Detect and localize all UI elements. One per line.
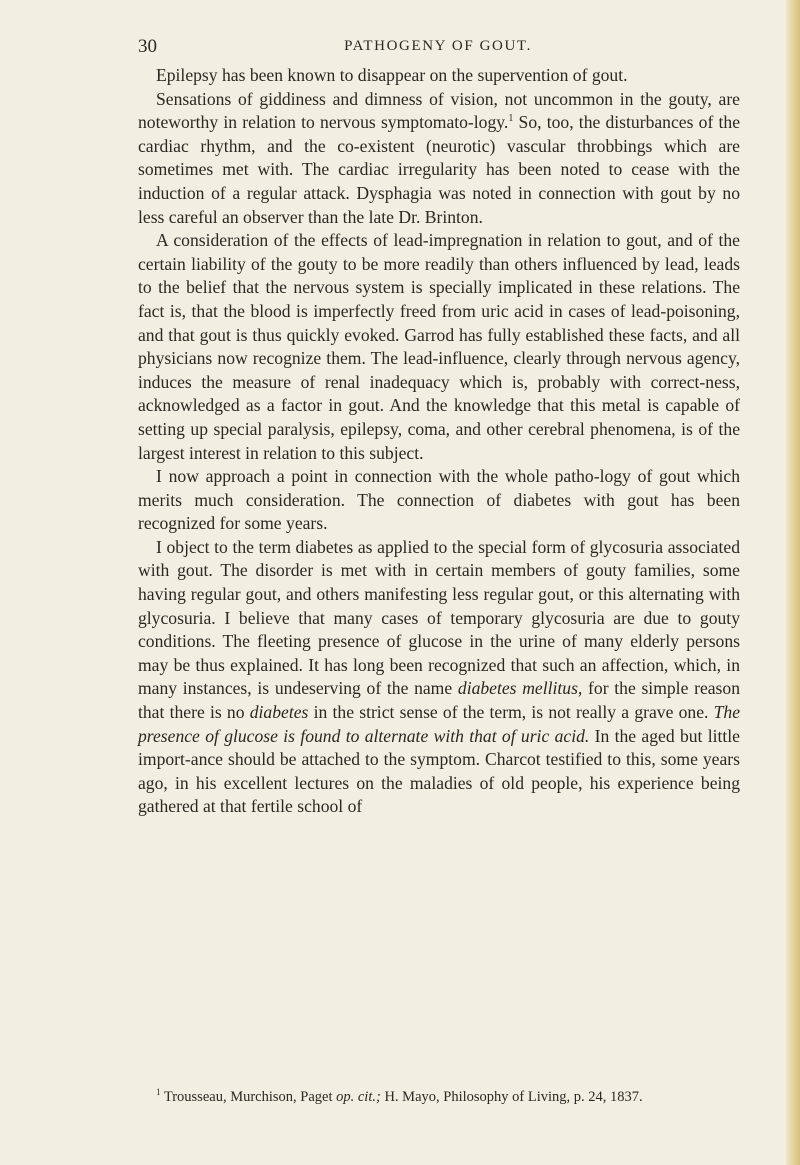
footnote-italic: op. cit.; bbox=[336, 1089, 381, 1105]
footnote-text: Trousseau, Murchison, Paget bbox=[160, 1089, 337, 1105]
page-number: 30 bbox=[138, 36, 157, 57]
paragraph-text: for the simple reason that there is no bbox=[138, 678, 741, 723]
paragraph-text: In the aged but little import-ance should be attached to the symptom. Charcot testified to this, some years ago, in his excellent lectures on the maladies of old people, his experience being gathered at that fertile school of bbox=[138, 725, 740, 817]
page-edge bbox=[786, 0, 800, 1165]
paragraph-epilepsy: Epilepsy has been known to disappear on the supervention of gout. bbox=[156, 65, 628, 85]
paragraph-text: I object to the term diabetes as applied to the special form of glycosuria associated with gout. The disorder is met with in certain members of gouty families, some having regular gout, and others manifesting less regular gout, or this alternating with glycosuria. I believe that many cases of temporary glycosuria are due to gouty conditions. The fleeting presence of glucose in the urine of many elderly persons may be thus explained. It has long been recognized that such an affection, which, in many instances, is undeserving of the name bbox=[138, 536, 740, 699]
italic-term: diabetes mellitus, bbox=[457, 678, 583, 699]
paragraph-sensations bbox=[138, 88, 740, 230]
body-text bbox=[138, 64, 740, 819]
paragraph-text: in the strict sense of the term, is not really a grave one. bbox=[308, 702, 714, 723]
italic-sentence: The presence of glucose is found to alternate with that of uric acid. bbox=[138, 702, 741, 746]
italic-term: diabetes bbox=[249, 702, 309, 723]
footnote-reference: 1 bbox=[508, 113, 514, 125]
footnote bbox=[138, 1087, 740, 1108]
paragraph-text: Sensations of giddiness and dimness of vision, not uncommon in the gouty, are noteworthy in relation to nervous symptomato-logy. bbox=[138, 88, 740, 133]
paragraph-glycosuria bbox=[138, 536, 740, 819]
paragraph-diabetes-connection: I now approach a point in connection with the whole patho-logy of gout which merits much consideration. The connection of diabetes with gout has been recognized for some years. bbox=[138, 466, 740, 534]
paragraph-lead: A consideration of the effects of lead-impregnation in relation to gout, and of the certain liability of the gouty to be more readily than others influenced by lead, leads to the belief that the nervous system is specially implicated in these relations. The fact is, that the blood is imperfectly freed from uric acid in cases of lead-poisoning, and that gout is thus quickly evoked. Garrod has fully established these facts, and all physicians now recognize them. The lead-influence, clearly through nervous agency, induces the measure of renal inadequacy which is, probably with correct-ness, acknowledged as a factor in gout. And the knowledge that this metal is capable of setting up special paralysis, epilepsy, coma, and other cerebral phenomena, is of the largest interest in relation to this subject. bbox=[138, 230, 740, 463]
paragraph-text: So, too, the disturbances of the cardiac rhythm, and the co-existent (neurotic) vascular throbbings which are sometimes met with. The cardiac irregularity has been noted to cease with the induction of a regular attack. Dysphagia was noted in connection with gout by no less careful an observer than the late Dr. Brinton. bbox=[138, 112, 740, 227]
footnote-text: H. Mayo, Philosophy of Living, p. 24, 1837. bbox=[380, 1089, 643, 1105]
footnote-marker: 1 bbox=[156, 1087, 161, 1098]
footnotes bbox=[138, 1087, 740, 1108]
running-head: PATHOGENY OF GOUT. bbox=[344, 38, 532, 54]
page-header bbox=[138, 36, 738, 66]
